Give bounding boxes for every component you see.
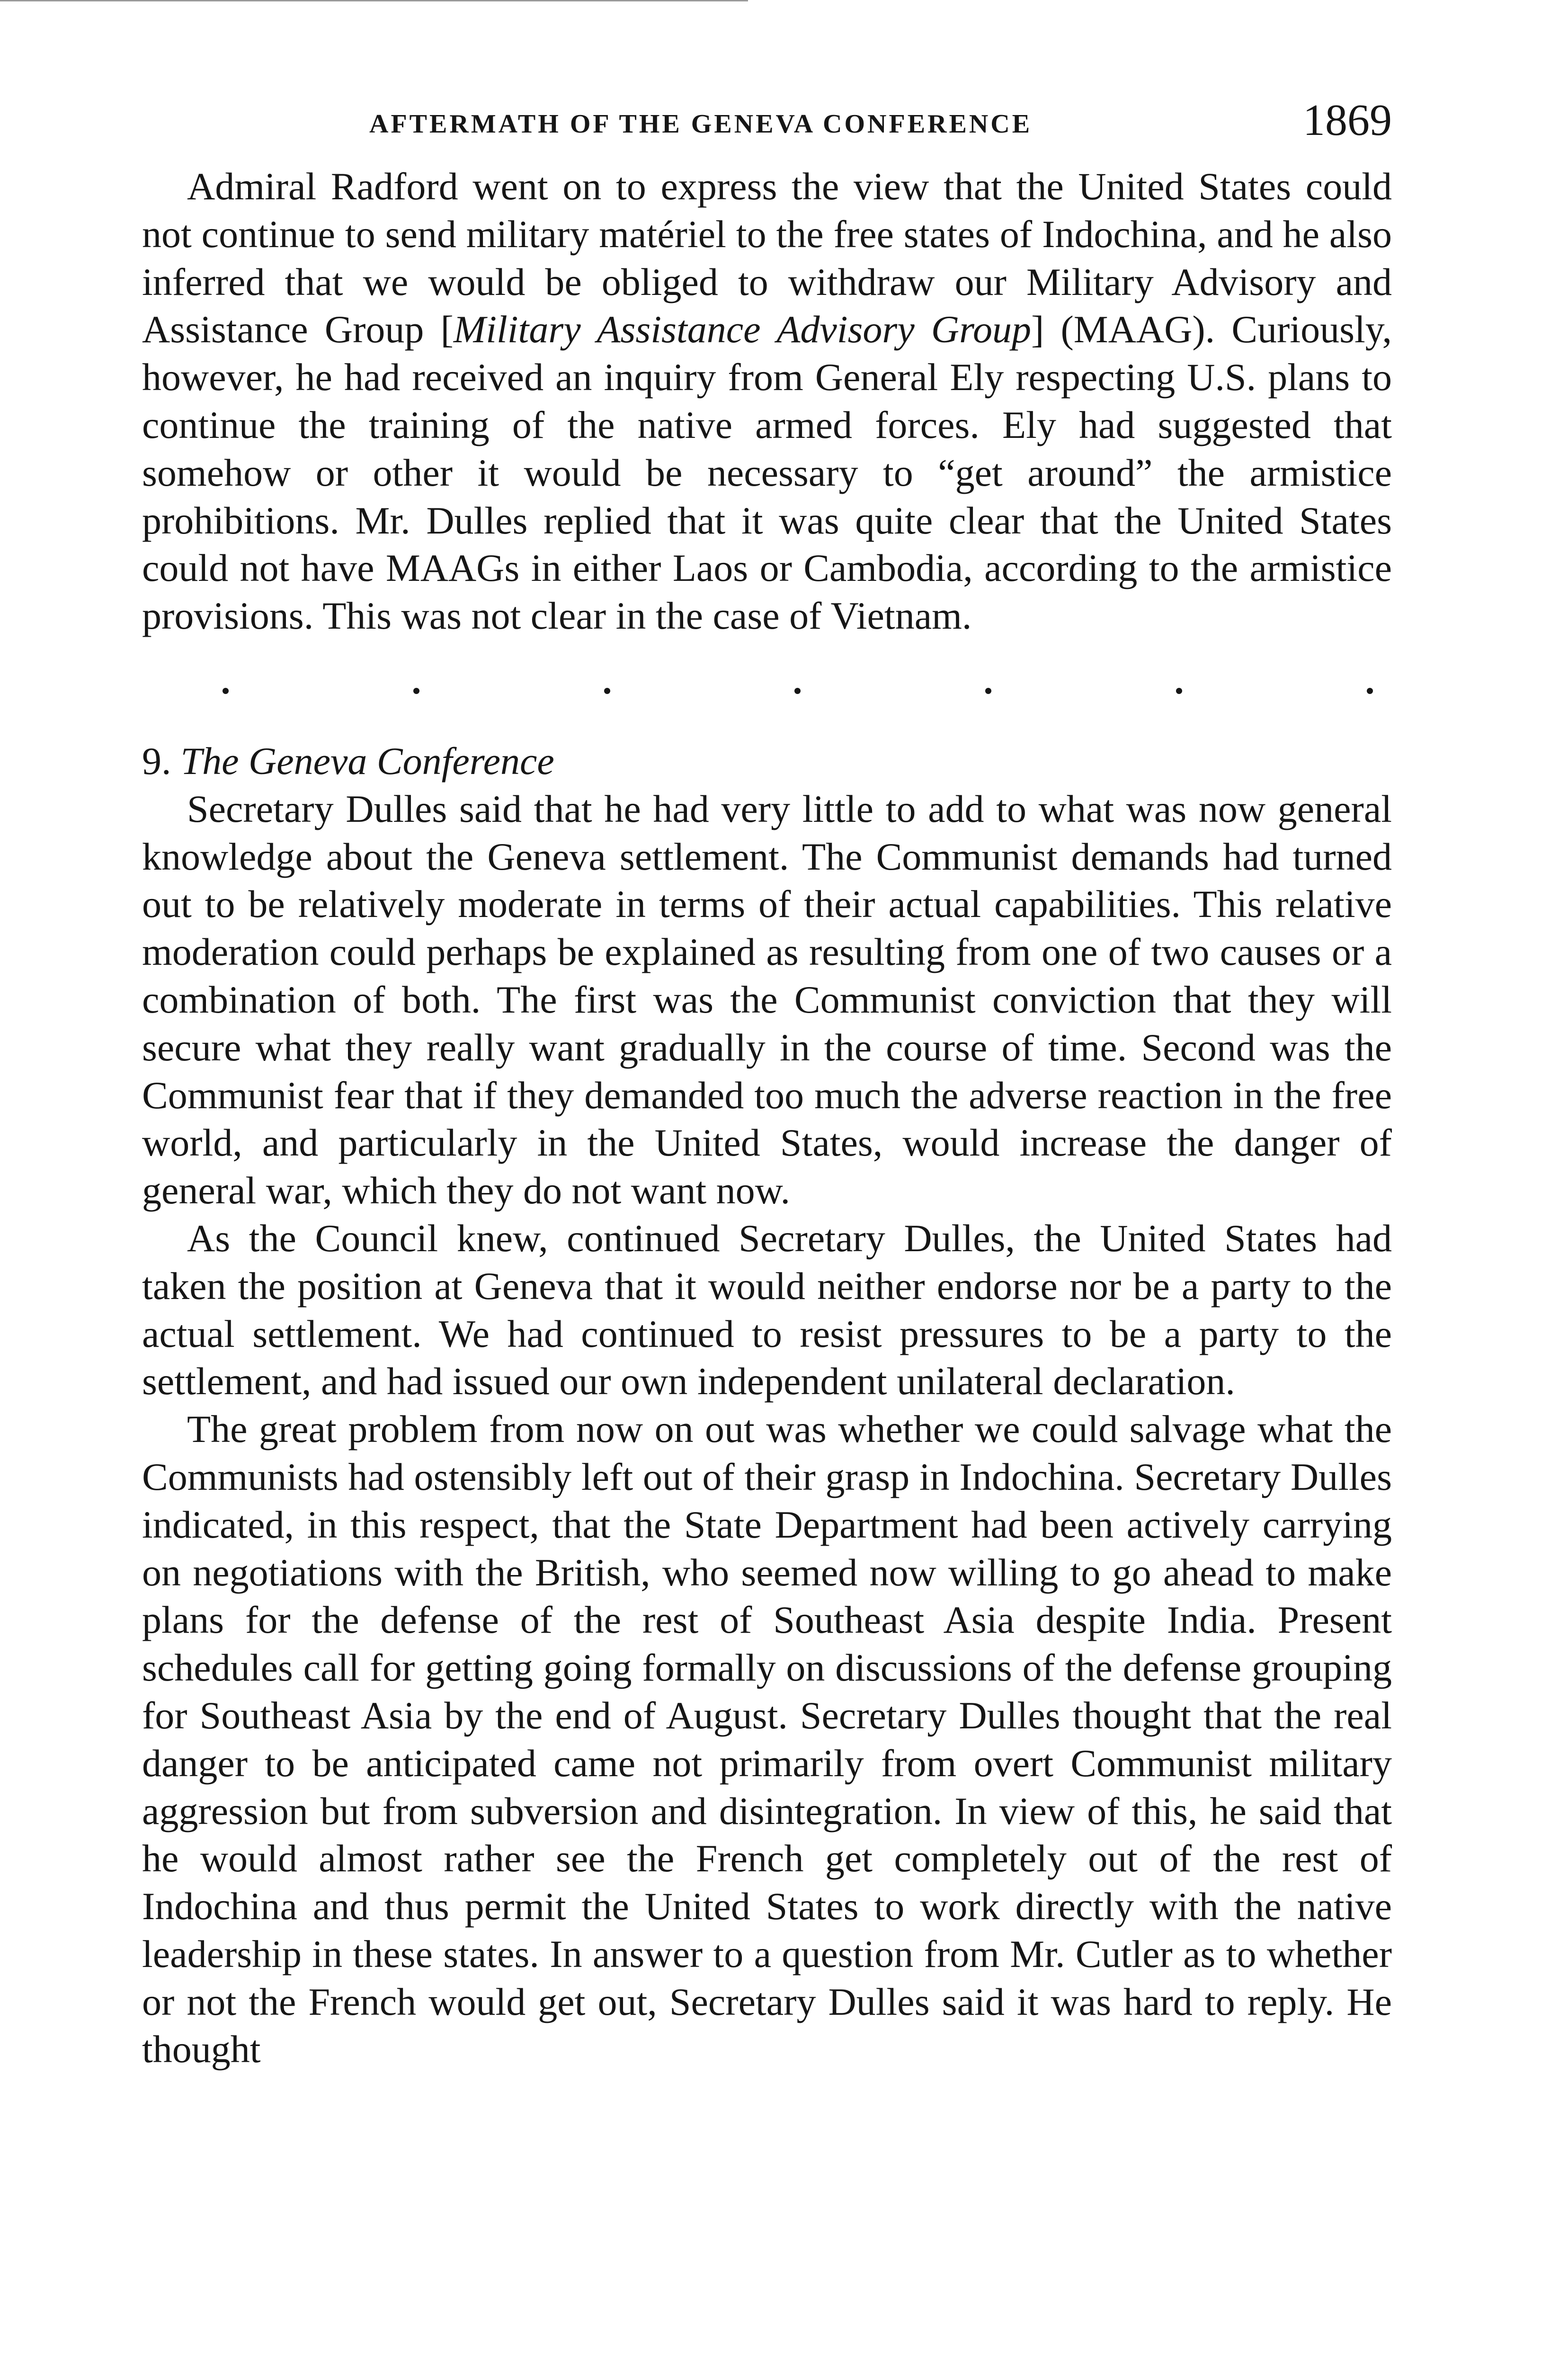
- running-title: AFTERMATH OF THE GENEVA CONFERENCE: [369, 109, 1033, 139]
- paragraph-great-problem: The great problem from now on out was whether we could salvage what the Communists had ostensibly left out of their grasp in Indochina. Secretary Dulles indicated, in this respect, that the State Department had been actively carrying on negotiations with the British, who seemed now willing to go ahead to make plans for the defense of the rest of Southeast Asia despite India. Present schedules call for getting going formally on discussions of the defense grouping for Southeast Asia by the end of August. Secretary Dulles thought that the real danger to be anticipated came not primarily from overt Communist military aggression but from subversion and disintegration. In view of this, he said that he would almost rather see the French get completely out of the rest of Indochina and thus permit the United States to work directly with the native leadership in these states. In answer to a question from Mr. Cutler as to whether or not the French would get out, Secretary Dulles said it was hard to reply. He thought: [142, 1407, 1392, 2071]
- ellipsis-dot: [1176, 688, 1182, 694]
- paragraph-radford-italic: Military Assistance Advisory Group: [453, 308, 1031, 351]
- ellipsis-dot: [985, 688, 991, 694]
- ellipsis-dot: [223, 688, 229, 694]
- paragraph-geneva-settlement: Secretary Dulles said that he had very little to add to what was now general knowledge about the Geneva settlement. The Communist demands had turned out to be relatively moderate in terms of their actual capabilities. This relative moderation could perhaps be explained as resulting from one of two causes or a combination of both. The first was the Communist conviction that they will secure what they really want gradually in the course of time. Second was the Communist fear that if they demanded too much the adverse reaction in the free world, and particularly in the United States, would increase the danger of general war, which they do not want now.: [142, 787, 1392, 1212]
- ellipsis-dot: [794, 688, 801, 694]
- top-rule: [0, 0, 748, 1]
- ellipsis-dot: [1367, 688, 1373, 694]
- ellipsis-dot: [413, 688, 419, 694]
- paragraph-radford: [142, 163, 1392, 640]
- ellipsis-dot: [604, 688, 610, 694]
- section-title: The Geneva Conference: [180, 739, 554, 783]
- section-number: 9.: [142, 739, 171, 783]
- body-text: [142, 163, 1392, 2073]
- document-page: [142, 95, 1392, 2073]
- omission-ellipsis: [142, 677, 1392, 705]
- paragraph-council-position: As the Council knew, continued Secretary Dulles, the United States had taken the position at Geneva that it would neither endorse nor be a party to the actual settlement. We had continued to resist pressures to be a party to the settlement, and had issued our own independent unilateral declaration.: [142, 1216, 1392, 1403]
- page-number: 1869: [1303, 96, 1392, 145]
- running-head: [142, 95, 1392, 156]
- section-heading: [142, 738, 1392, 785]
- paragraph-radford-text-a: Admiral Radford went on to express the view that the United States could not continue to send military matériel to the free states of Indochina, and he also inferred that we would be obliged to withdraw our Military Advisory and Assistance Group [: [142, 165, 1392, 351]
- paragraph-radford-text-b: ] (MAAG). Curiously, however, he had received an inquiry from General Ely respecting U.S. plans to continue the training of the native armed forces. Ely had suggested that somehow or other it would be necessary to “get around” the armistice prohibitions. Mr. Dulles replied that it was quite clear that the United States could not have MAAGs in either Laos or Cambodia, according to the armistice provisions. This was not clear in the case of Vietnam.: [142, 308, 1392, 638]
